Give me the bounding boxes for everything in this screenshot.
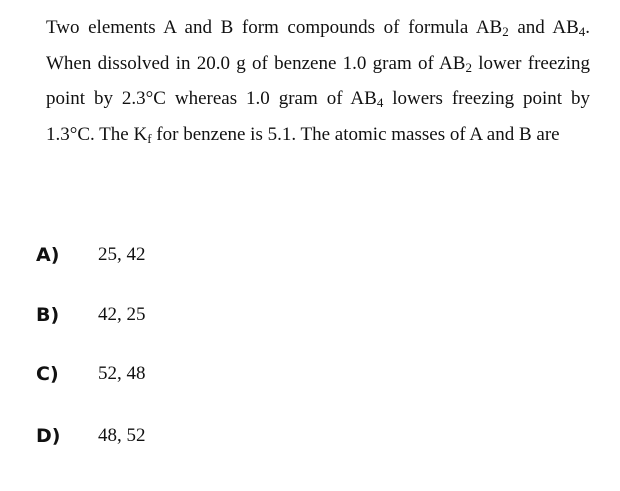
question-text xyxy=(46,10,590,152)
option-letter: A) xyxy=(36,244,60,266)
option-letter: D) xyxy=(36,425,61,447)
option-letter: B) xyxy=(36,304,60,326)
subscript: f xyxy=(147,130,152,146)
option-c[interactable] xyxy=(36,359,146,389)
question-segment: for benzene is 5.1. The atomic masses of A and B are xyxy=(151,123,560,145)
question-segment: lowers freezing point by 1.3°C. The K xyxy=(46,88,590,145)
option-d[interactable] xyxy=(36,421,146,451)
option-text: 42, 25 xyxy=(98,304,146,325)
question-segment: and AB xyxy=(508,17,579,38)
option-letter: C) xyxy=(36,363,59,385)
question-segment: Two elements A and B form compounds of formula AB xyxy=(46,17,503,38)
option-b[interactable] xyxy=(36,300,146,330)
question-segment: . When dissolved in 20.0 g of benzene 1.0 gram of AB xyxy=(46,17,590,74)
subscript: 2 xyxy=(465,59,472,75)
option-a[interactable] xyxy=(36,240,146,270)
subscript: 2 xyxy=(502,24,509,39)
option-text: 52, 48 xyxy=(98,363,146,384)
option-text: 48, 52 xyxy=(98,425,146,446)
subscript: 4 xyxy=(578,24,586,39)
option-text: 25, 42 xyxy=(98,244,146,265)
question-segment: lower freezing point by 2.3°C whereas 1.0 gram of AB xyxy=(46,52,590,109)
subscript: 4 xyxy=(376,95,384,110)
